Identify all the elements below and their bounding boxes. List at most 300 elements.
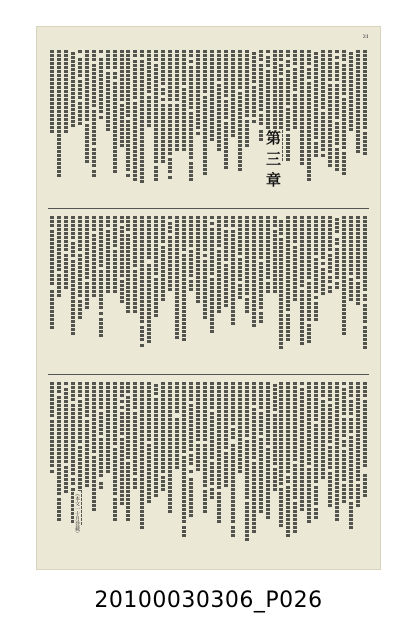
print-glyph <box>64 90 68 93</box>
print-glyph <box>279 322 283 325</box>
print-glyph <box>307 80 311 81</box>
print-glyph <box>224 430 228 433</box>
print-glyph <box>217 418 221 421</box>
print-glyph <box>92 76 96 79</box>
print-glyph <box>342 284 346 287</box>
print-glyph <box>356 394 360 397</box>
print-glyph <box>349 104 353 107</box>
print-glyph <box>328 54 332 57</box>
print-glyph <box>224 438 228 441</box>
print-glyph <box>85 98 89 101</box>
print-glyph <box>293 282 297 285</box>
print-glyph <box>279 298 283 301</box>
print-glyph <box>314 262 318 265</box>
print-glyph <box>328 156 332 159</box>
print-glyph <box>321 452 325 455</box>
print-glyph <box>120 300 124 303</box>
print-glyph <box>335 466 339 469</box>
print-glyph <box>64 278 68 281</box>
print-glyph <box>238 446 242 449</box>
print-glyph <box>238 220 242 223</box>
print-glyph <box>335 246 339 247</box>
print-glyph <box>203 112 207 115</box>
print-glyph <box>85 302 89 305</box>
print-glyph <box>335 398 339 401</box>
print-glyph <box>245 422 249 425</box>
print-glyph <box>147 480 151 483</box>
print-glyph <box>175 224 179 227</box>
print-glyph <box>168 394 172 397</box>
print-glyph <box>328 132 332 135</box>
print-glyph <box>196 236 200 239</box>
print-glyph <box>133 134 137 137</box>
print-glyph <box>321 390 325 393</box>
text-column <box>147 216 151 366</box>
print-glyph <box>252 60 256 63</box>
print-glyph <box>293 496 297 499</box>
print-glyph <box>259 282 263 285</box>
text-column <box>154 216 158 366</box>
print-glyph <box>356 244 360 247</box>
print-glyph <box>293 462 297 463</box>
print-glyph <box>307 512 311 515</box>
print-glyph <box>154 462 158 465</box>
print-glyph <box>133 58 137 59</box>
print-glyph <box>238 50 242 53</box>
print-glyph <box>349 128 353 131</box>
print-glyph <box>363 106 367 109</box>
print-glyph <box>286 466 290 469</box>
print-glyph <box>85 440 89 443</box>
print-glyph <box>120 226 124 229</box>
print-glyph <box>349 244 353 247</box>
print-glyph <box>196 62 200 65</box>
print-glyph <box>231 428 235 431</box>
print-glyph <box>78 88 82 91</box>
print-glyph <box>300 98 304 101</box>
print-glyph <box>133 278 137 281</box>
print-glyph <box>266 50 270 53</box>
print-glyph <box>293 510 297 513</box>
print-glyph <box>182 402 186 405</box>
print-glyph <box>231 394 235 397</box>
print-glyph <box>349 124 353 127</box>
print-glyph <box>189 90 193 93</box>
print-glyph <box>71 254 75 257</box>
print-glyph <box>210 228 214 231</box>
print-glyph <box>217 286 221 289</box>
print-glyph <box>161 414 165 417</box>
print-glyph <box>286 490 290 493</box>
print-glyph <box>259 406 263 409</box>
print-glyph <box>92 232 96 233</box>
print-glyph <box>126 270 130 273</box>
print-glyph <box>92 126 96 129</box>
print-glyph <box>266 290 270 293</box>
print-glyph <box>328 492 332 495</box>
print-glyph <box>335 70 339 73</box>
print-glyph <box>196 292 200 295</box>
print-glyph <box>140 334 144 337</box>
print-glyph <box>50 420 54 423</box>
print-glyph <box>196 398 200 401</box>
print-glyph <box>120 406 124 409</box>
print-glyph <box>50 326 54 329</box>
print-glyph <box>92 228 96 231</box>
print-glyph <box>286 426 290 429</box>
print-glyph <box>266 90 270 93</box>
print-glyph <box>154 392 158 395</box>
print-glyph <box>314 310 318 313</box>
print-glyph <box>50 234 54 237</box>
print-glyph <box>189 70 193 73</box>
print-glyph <box>321 436 325 439</box>
print-glyph <box>363 294 367 297</box>
print-glyph <box>113 426 117 429</box>
print-glyph <box>231 418 235 421</box>
print-glyph <box>92 446 96 449</box>
print-glyph <box>154 294 158 297</box>
print-glyph <box>279 326 283 329</box>
print-glyph <box>196 430 200 433</box>
print-glyph <box>99 90 103 93</box>
print-glyph <box>182 108 186 111</box>
print-glyph <box>120 254 124 257</box>
print-glyph <box>245 514 249 517</box>
print-glyph <box>126 494 130 497</box>
print-glyph <box>286 158 290 161</box>
print-glyph <box>217 446 221 449</box>
text-column <box>85 216 89 366</box>
print-glyph <box>133 220 137 223</box>
print-glyph <box>349 468 353 471</box>
print-glyph <box>175 220 179 223</box>
print-glyph <box>85 414 89 417</box>
print-glyph <box>328 404 332 407</box>
print-glyph <box>231 488 235 491</box>
print-glyph <box>217 78 221 81</box>
print-glyph <box>78 466 82 469</box>
print-glyph <box>99 56 103 57</box>
print-glyph <box>133 476 137 477</box>
print-glyph <box>57 382 61 385</box>
print-glyph <box>85 62 89 65</box>
print-glyph <box>356 484 360 487</box>
print-glyph <box>57 74 61 77</box>
text-column <box>106 382 110 558</box>
print-glyph <box>71 402 75 403</box>
print-glyph <box>168 216 172 219</box>
print-glyph <box>217 88 221 91</box>
print-glyph <box>161 274 165 277</box>
print-glyph <box>363 408 367 411</box>
print-glyph <box>321 240 325 243</box>
print-glyph <box>307 382 311 385</box>
print-glyph <box>363 272 367 275</box>
print-glyph <box>168 288 172 291</box>
print-glyph <box>133 142 137 145</box>
print-glyph <box>224 66 228 69</box>
print-glyph <box>259 420 263 423</box>
print-glyph <box>342 252 346 255</box>
print-glyph <box>57 54 61 57</box>
print-glyph <box>307 256 311 259</box>
print-glyph <box>349 506 353 509</box>
print-glyph <box>259 118 263 121</box>
print-glyph <box>113 452 117 455</box>
print-glyph <box>259 64 263 67</box>
print-glyph <box>133 472 137 475</box>
print-glyph <box>307 406 311 409</box>
print-glyph <box>140 132 144 135</box>
print-glyph <box>57 224 61 227</box>
print-glyph <box>314 248 318 251</box>
print-glyph <box>133 64 137 67</box>
print-glyph <box>182 386 186 389</box>
print-glyph <box>78 118 82 121</box>
print-glyph <box>133 460 137 463</box>
print-glyph <box>335 450 339 453</box>
print-glyph <box>196 426 200 429</box>
print-glyph <box>224 472 228 475</box>
print-glyph <box>64 400 68 403</box>
print-glyph <box>286 284 290 287</box>
print-glyph <box>85 298 89 301</box>
print-glyph <box>85 70 89 73</box>
print-glyph <box>85 436 89 439</box>
print-glyph <box>196 390 200 393</box>
print-glyph <box>266 118 270 121</box>
print-glyph <box>224 304 228 307</box>
print-glyph <box>363 260 367 263</box>
print-glyph <box>293 526 297 529</box>
print-glyph <box>71 456 75 459</box>
print-glyph <box>175 248 179 251</box>
print-glyph <box>78 78 82 79</box>
print-glyph <box>113 270 117 273</box>
print-glyph <box>307 286 311 289</box>
print-glyph <box>321 284 325 287</box>
print-glyph <box>196 452 200 455</box>
print-glyph <box>328 228 332 231</box>
print-glyph <box>113 410 117 413</box>
print-glyph <box>92 456 96 459</box>
print-glyph <box>238 224 242 227</box>
print-glyph <box>335 264 339 267</box>
print-glyph <box>133 416 137 419</box>
print-glyph <box>335 92 339 95</box>
print-glyph <box>286 418 290 421</box>
print-glyph <box>314 436 318 439</box>
print-glyph <box>71 482 75 485</box>
print-glyph <box>50 130 54 133</box>
print-glyph <box>245 510 249 513</box>
print-glyph <box>307 394 311 397</box>
print-glyph <box>175 90 179 93</box>
print-glyph <box>293 294 297 297</box>
print-glyph <box>203 308 207 311</box>
print-glyph <box>106 246 110 249</box>
text-column <box>300 382 304 558</box>
print-glyph <box>293 522 297 525</box>
print-glyph <box>147 272 151 275</box>
print-glyph <box>126 460 130 461</box>
print-glyph <box>210 106 214 109</box>
print-glyph <box>57 236 61 239</box>
print-glyph <box>224 78 228 81</box>
print-glyph <box>286 476 290 479</box>
print-glyph <box>168 78 172 81</box>
print-glyph <box>168 438 172 441</box>
print-glyph <box>300 236 304 239</box>
print-glyph <box>356 86 360 89</box>
print-glyph <box>307 216 311 219</box>
print-glyph <box>252 408 256 411</box>
print-glyph <box>245 102 249 105</box>
print-glyph <box>99 394 103 397</box>
print-glyph <box>92 58 96 61</box>
print-glyph <box>50 270 54 273</box>
print-glyph <box>224 70 228 73</box>
print-glyph <box>161 116 165 119</box>
print-glyph <box>217 240 221 243</box>
print-glyph <box>300 70 304 73</box>
print-glyph <box>175 82 179 85</box>
print-glyph <box>71 92 75 95</box>
print-glyph <box>342 240 346 243</box>
print-glyph <box>147 434 151 437</box>
print-glyph <box>259 490 263 493</box>
print-glyph <box>210 448 214 451</box>
print-glyph <box>168 418 172 421</box>
text-column <box>168 382 172 558</box>
print-glyph <box>231 460 235 463</box>
print-glyph <box>307 410 311 413</box>
print-glyph <box>154 68 158 71</box>
print-glyph <box>85 102 89 105</box>
print-glyph <box>238 470 242 473</box>
print-glyph <box>279 254 283 257</box>
print-glyph <box>64 486 68 489</box>
print-glyph <box>175 228 179 231</box>
print-glyph <box>335 458 339 461</box>
print-glyph <box>161 82 165 85</box>
print-glyph <box>99 66 103 69</box>
print-glyph <box>120 230 124 233</box>
print-glyph <box>57 256 61 259</box>
print-glyph <box>85 86 89 89</box>
text-column <box>231 382 235 558</box>
print-glyph <box>106 290 110 293</box>
print-glyph <box>147 336 151 339</box>
print-glyph <box>126 144 130 147</box>
print-glyph <box>342 448 346 449</box>
print-glyph <box>175 438 179 441</box>
print-glyph <box>335 160 339 163</box>
print-glyph <box>133 88 137 91</box>
print-glyph <box>300 424 304 427</box>
print-glyph <box>140 526 144 529</box>
print-glyph <box>252 256 256 259</box>
print-glyph <box>71 386 75 389</box>
print-glyph <box>126 462 130 465</box>
print-glyph <box>224 234 228 237</box>
print-glyph <box>168 256 172 259</box>
print-glyph <box>328 112 332 115</box>
print-glyph <box>245 128 249 131</box>
print-glyph <box>133 432 137 435</box>
print-glyph <box>273 400 277 403</box>
print-glyph <box>286 386 290 389</box>
print-glyph <box>147 452 151 455</box>
print-glyph <box>210 272 214 275</box>
print-glyph <box>196 402 200 405</box>
print-glyph <box>85 264 89 267</box>
print-glyph <box>224 452 228 455</box>
print-glyph <box>196 50 200 53</box>
print-glyph <box>57 138 61 141</box>
print-glyph <box>113 286 117 289</box>
print-glyph <box>300 62 304 65</box>
print-glyph <box>175 288 179 291</box>
print-glyph <box>120 284 124 287</box>
print-glyph <box>356 426 360 429</box>
print-glyph <box>231 508 235 511</box>
print-glyph <box>210 386 214 389</box>
print-glyph <box>314 274 318 277</box>
print-glyph <box>210 74 214 77</box>
print-glyph <box>140 470 144 473</box>
print-glyph <box>335 510 339 513</box>
print-glyph <box>147 394 151 397</box>
print-glyph <box>92 96 96 99</box>
print-glyph <box>126 242 130 245</box>
print-glyph <box>217 520 221 523</box>
text-column <box>161 50 165 200</box>
print-glyph <box>210 94 214 97</box>
print-glyph <box>266 244 270 247</box>
print-glyph <box>168 268 172 271</box>
text-column <box>252 50 256 200</box>
print-glyph <box>140 54 144 57</box>
print-glyph <box>133 274 137 277</box>
print-glyph <box>92 426 96 429</box>
print-glyph <box>189 86 193 89</box>
print-glyph <box>266 460 270 463</box>
print-glyph <box>154 434 158 437</box>
print-glyph <box>307 466 311 467</box>
print-glyph <box>266 220 270 223</box>
print-glyph <box>335 462 339 465</box>
print-glyph <box>133 286 137 289</box>
print-glyph <box>182 476 186 479</box>
print-glyph <box>203 104 207 107</box>
print-glyph <box>342 458 346 461</box>
print-glyph <box>259 122 263 125</box>
print-glyph <box>126 124 130 127</box>
print-glyph <box>210 486 214 487</box>
print-glyph <box>168 222 172 225</box>
print-glyph <box>300 468 304 471</box>
print-glyph <box>314 68 318 71</box>
print-glyph <box>140 300 144 303</box>
print-glyph <box>314 464 318 467</box>
print-glyph <box>224 446 228 449</box>
print-glyph <box>85 432 89 435</box>
print-glyph <box>161 410 165 413</box>
print-glyph <box>182 310 186 313</box>
print-glyph <box>231 464 235 467</box>
